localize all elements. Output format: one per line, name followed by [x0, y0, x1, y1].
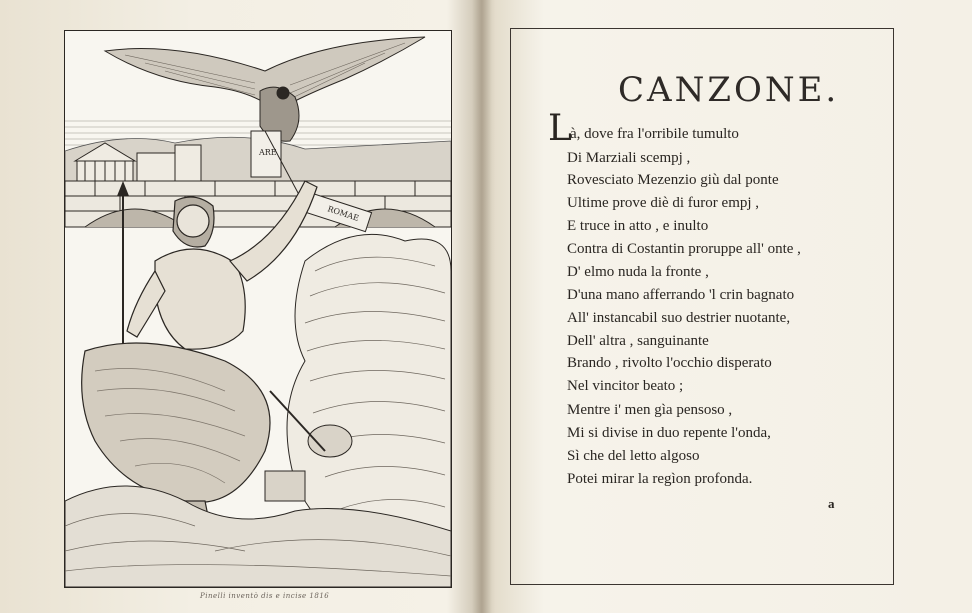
poem-line: Ultime prove diè di furor empj ,	[567, 195, 760, 211]
poem-line: Mentre i' men gìa pensoso ,	[567, 402, 733, 418]
signature-mark: a	[828, 496, 835, 511]
poem-line: Nel vincitor beato ;	[567, 378, 684, 394]
poem-title: CANZONE.	[618, 70, 840, 110]
banner-text-1: ARE	[259, 148, 277, 157]
engraver-inscription: Pinelli inventò dis e incise 1816	[200, 592, 330, 600]
engraving-plate	[64, 30, 452, 588]
poem-line: D'una mano afferrando 'l crin bagnato	[567, 287, 795, 303]
poem-line: Dell' altra , sanguinante	[567, 333, 709, 349]
engraving-illustration	[65, 31, 451, 587]
eagle-drawing	[105, 37, 425, 141]
poem-line: à, dove fra l'orribile tumulto	[570, 126, 739, 142]
poem-line: D' elmo nuda la fronte ,	[567, 264, 709, 280]
poem-line: Rovesciato Mezenzio giù dal ponte	[567, 172, 779, 188]
drop-cap: L	[548, 108, 572, 149]
poem-line: Potei mirar la regìon profonda.	[567, 471, 753, 487]
poem-line: E truce in atto , e inulto	[567, 218, 709, 234]
poem-line: All' instancabil suo destrier nuotante,	[567, 310, 791, 326]
book-gutter	[472, 0, 492, 613]
banner-text-2: ROMAE	[326, 204, 360, 223]
poem-line: Brando , rivolto l'occhio disperato	[567, 355, 772, 371]
poem-line: Contra di Costantin proruppe all' onte ,	[567, 241, 801, 257]
poem-line: Mi si divise in duo repente l'onda,	[567, 425, 771, 441]
poem-line: Sì che del letto algoso	[567, 448, 700, 464]
poem-line: Di Marziali scempj ,	[567, 150, 691, 166]
